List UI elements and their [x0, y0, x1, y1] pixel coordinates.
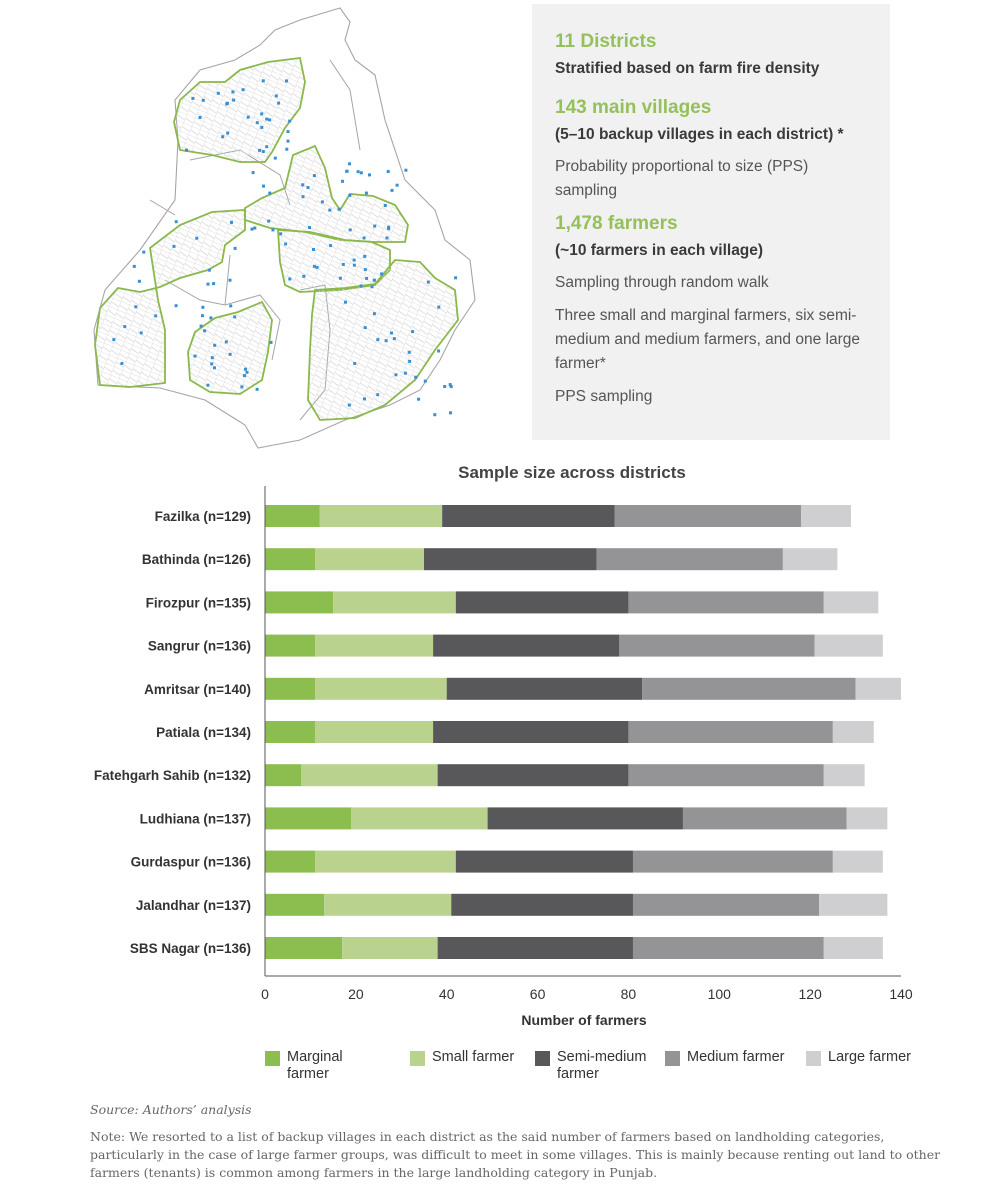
x-tick-label: 40 [438, 986, 455, 1002]
village-dot [213, 366, 216, 369]
village-dot [353, 264, 356, 267]
village-dot [200, 325, 203, 328]
village-dot [201, 314, 204, 317]
bar-segment [633, 937, 824, 959]
chart-title: Sample size across districts [458, 463, 686, 482]
village-dot [360, 171, 363, 174]
village-dot [364, 268, 367, 271]
bar-segment [315, 678, 447, 700]
legend-item [410, 1049, 514, 1066]
legend-swatch [665, 1051, 680, 1066]
village-dot [123, 325, 126, 328]
village-dot [449, 411, 452, 414]
village-dot [258, 149, 261, 152]
village-dot [386, 236, 389, 239]
farmers-text-1: Sampling through random walk [555, 274, 769, 291]
bar-segment [833, 721, 874, 743]
bar-segment [438, 764, 629, 786]
village-dot [242, 88, 245, 91]
category-label: Ludhiana (n=137) [139, 811, 251, 827]
villages-text: Probability proportional to size (PPS) sampling [555, 158, 809, 199]
bar-segment [324, 894, 451, 916]
village-dot [221, 135, 224, 138]
village-dot [274, 157, 277, 160]
village-dot [393, 337, 396, 340]
village-dot [265, 118, 268, 121]
village-dot [363, 236, 366, 239]
village-dot [414, 376, 417, 379]
legend-label: Marginal farmer [287, 1049, 343, 1082]
villages-subtext: (5–10 backup villages in each district) * [555, 126, 844, 143]
bar-segment [333, 591, 456, 613]
category-label: Patiala (n=134) [156, 725, 251, 740]
village-dot [277, 102, 280, 105]
village-dot [348, 194, 351, 197]
village-dot [427, 281, 430, 284]
legend-swatch [535, 1051, 550, 1066]
village-dot [256, 388, 259, 391]
bar-segment [315, 635, 433, 657]
source-text: Source: Authors’ analysis [90, 1102, 252, 1117]
bar-segment [597, 548, 783, 570]
bar-segment [824, 591, 879, 613]
village-dot [308, 226, 311, 229]
village-dot [376, 393, 379, 396]
bar-segment [433, 721, 628, 743]
village-dot [404, 169, 407, 172]
village-dot [267, 220, 270, 223]
village-dot [384, 204, 387, 207]
bar-segment [633, 851, 833, 873]
bar-segment [265, 894, 324, 916]
village-dot [316, 266, 319, 269]
bar-segment [424, 548, 597, 570]
bar-segment [824, 764, 865, 786]
village-dot [154, 314, 157, 317]
village-dot [380, 272, 383, 275]
village-dot [203, 329, 206, 332]
village-dot [348, 162, 351, 165]
bar-segment [633, 894, 819, 916]
village-dot [288, 120, 291, 123]
bar-segment [846, 807, 887, 829]
legend-swatch [806, 1051, 821, 1066]
village-dot [217, 92, 220, 95]
village-dot [433, 413, 436, 416]
village-dot [387, 170, 390, 173]
village-dot [373, 225, 376, 228]
village-dot [195, 237, 198, 240]
category-label: Fazilka (n=129) [154, 509, 251, 524]
bar-segment [456, 591, 629, 613]
bar-segment [315, 721, 433, 743]
village-dot [417, 398, 420, 401]
village-dot [275, 94, 278, 97]
village-dot [229, 279, 232, 282]
village-dot [312, 248, 315, 251]
village-dot [346, 170, 349, 173]
village-dot [313, 174, 316, 177]
bar-segment [783, 548, 838, 570]
village-dot [363, 397, 366, 400]
village-dot [339, 277, 342, 280]
category-label: SBS Nagar (n=136) [129, 941, 251, 956]
village-dot [368, 173, 371, 176]
village-dot [138, 280, 141, 283]
village-dot [307, 186, 310, 189]
village-dot [213, 344, 216, 347]
bar-segment [265, 678, 315, 700]
village-dot [212, 282, 215, 285]
villages-headline: 143 main villages [555, 97, 712, 118]
village-dot [396, 184, 399, 187]
village-dot [246, 371, 249, 374]
village-dot [279, 232, 282, 235]
village-dot [373, 279, 376, 282]
bar-segment [801, 505, 851, 527]
village-dot [225, 340, 228, 343]
village-dot [140, 331, 143, 334]
legend-item [665, 1049, 785, 1066]
legend-item [535, 1049, 653, 1083]
village-dot [349, 228, 352, 231]
bar-segment [265, 548, 315, 570]
village-dot [270, 341, 273, 344]
village-dot [232, 99, 235, 102]
village-dot [391, 189, 394, 192]
farmers-headline: 1,478 farmers [555, 213, 678, 234]
bar-segment [628, 764, 823, 786]
village-dot [260, 112, 263, 115]
x-tick-label: 20 [348, 986, 364, 1002]
village-dot [262, 79, 265, 82]
village-dot [364, 326, 367, 329]
village-dot [199, 116, 202, 119]
bar-segment [265, 591, 333, 613]
category-label: Firozpur (n=135) [145, 595, 251, 611]
bar-segment [856, 678, 901, 700]
village-dot [243, 374, 246, 377]
bar-segment [488, 807, 683, 829]
bar-segment [265, 721, 315, 743]
village-dot [133, 265, 136, 268]
village-dot [112, 338, 115, 341]
village-dot [449, 383, 452, 386]
districts-headline: 11 Districts [555, 31, 657, 52]
village-dot [210, 362, 213, 365]
bar-segment [265, 937, 342, 959]
village-dot [268, 192, 271, 195]
village-dot [142, 251, 145, 254]
bar-segment [683, 807, 847, 829]
village-dot [363, 255, 366, 258]
village-dot [385, 339, 388, 342]
village-dot [240, 385, 243, 388]
village-dot [120, 362, 123, 365]
village-dot [262, 150, 265, 153]
village-dot [201, 306, 204, 309]
village-dot [271, 228, 274, 231]
bar-segment [456, 851, 633, 873]
village-dot [348, 404, 351, 407]
village-dot [233, 315, 236, 318]
x-tick-label: 80 [620, 986, 637, 1002]
village-dot [321, 200, 324, 203]
category-label: Jalandhar (n=137) [135, 897, 251, 913]
village-dot [357, 170, 360, 173]
legend-item [806, 1049, 911, 1066]
x-tick-label: 140 [889, 986, 913, 1002]
legend-label: Small farmer [432, 1049, 515, 1065]
village-dot [376, 338, 379, 341]
village-dot [329, 244, 332, 247]
category-label: Gurdaspur (n=136) [130, 854, 251, 870]
note-text: Note: We resorted to a list of backup villages in each district as the said number of farmers based on landholding categories, particularly in the case of large farmer groups, was difficult to meet in some villages. This is mainly because renting out land to other farmers (tenants) is common among farmers in the large landholding category in Punjab. [90, 1129, 941, 1180]
village-dot [268, 118, 271, 121]
village-dot [437, 350, 440, 353]
village-dot [185, 149, 188, 152]
village-dot [234, 247, 237, 250]
x-tick-label: 60 [529, 986, 546, 1002]
village-dot [365, 277, 368, 280]
village-dot [371, 285, 374, 288]
village-dot [342, 263, 345, 266]
category-label: Bathinda (n=126) [141, 552, 251, 568]
legend-label: Medium farmer [687, 1049, 785, 1065]
village-dot [226, 132, 229, 135]
village-dot [404, 372, 407, 375]
category-label: Sangrur (n=136) [147, 638, 251, 654]
village-dot [207, 283, 210, 286]
legend-label: Semi-medium farmer [557, 1049, 647, 1082]
village-dot [284, 243, 287, 246]
bar-segment [833, 851, 883, 873]
village-dot [262, 185, 265, 188]
village-dot [251, 228, 254, 231]
village-dot [454, 276, 457, 279]
bar-segment [824, 937, 883, 959]
farmers-text-3: PPS sampling [555, 388, 653, 405]
village-dot [408, 360, 411, 363]
x-axis-label: Number of farmers [521, 1012, 647, 1028]
village-dot [244, 368, 247, 371]
village-dot [411, 330, 414, 333]
chart-legend [0, 1049, 983, 1089]
farmers-subtext: (~10 farmers in each village) [555, 242, 764, 259]
village-dot [287, 130, 290, 133]
districts-text: Stratified based on farm fire density [555, 60, 820, 77]
village-dot [328, 209, 331, 212]
legend-swatch [410, 1051, 425, 1066]
village-dot [173, 245, 176, 248]
stacked-bar-chart [0, 480, 983, 1040]
bar-segment [619, 635, 814, 657]
village-dot [353, 259, 356, 262]
bar-segment [351, 807, 487, 829]
sampling-info-panel [532, 4, 890, 440]
legend-item [265, 1049, 387, 1083]
x-tick-label: 120 [798, 986, 822, 1002]
village-dot [230, 221, 233, 224]
punjab-district-map [88, 4, 480, 450]
village-dot [344, 301, 347, 304]
bar-segment [320, 505, 443, 527]
bar-segment [301, 764, 437, 786]
village-dot [302, 195, 305, 198]
village-dot [301, 183, 304, 186]
bar-segment [628, 591, 823, 613]
village-dot [353, 362, 356, 365]
bar-segment [315, 851, 456, 873]
village-dot [191, 97, 194, 100]
bar-segment [265, 505, 320, 527]
bar-segment [615, 505, 801, 527]
bar-segment [642, 678, 856, 700]
bar-segment [315, 548, 424, 570]
x-tick-label: 0 [261, 986, 269, 1002]
bar-segment [265, 807, 351, 829]
village-dot [285, 148, 288, 151]
village-dot [437, 306, 440, 309]
bar-segment [815, 635, 883, 657]
legend-label: Large farmer [828, 1049, 912, 1065]
bar-segment [438, 937, 633, 959]
bar-segment [265, 764, 301, 786]
village-dot [302, 275, 305, 278]
village-dot [229, 304, 232, 307]
village-dot [288, 278, 291, 281]
village-dot [265, 145, 268, 148]
village-dot [387, 227, 390, 230]
village-dot [211, 356, 214, 359]
legend-swatch [265, 1051, 280, 1066]
village-dot [175, 220, 178, 223]
village-dot [365, 192, 368, 195]
village-dot [256, 121, 259, 124]
bar-segment [265, 851, 315, 873]
village-dot [338, 208, 341, 211]
village-dot [194, 355, 197, 358]
bar-segment [447, 678, 642, 700]
village-dot [394, 373, 397, 376]
village-dot [360, 284, 363, 287]
village-dot [229, 353, 232, 356]
village-dot [287, 140, 290, 143]
village-dot [208, 269, 211, 272]
village-dot [424, 380, 427, 383]
village-dot [341, 180, 344, 183]
village-dot [390, 332, 393, 335]
village-dot [202, 99, 205, 102]
village-dot [209, 316, 212, 319]
bar-segment [342, 937, 437, 959]
village-dot [206, 384, 209, 387]
village-dot [225, 103, 228, 106]
bar-segment [819, 894, 887, 916]
village-dot [253, 227, 256, 230]
bar-segment [628, 721, 832, 743]
village-dot [443, 385, 446, 388]
village-dot [373, 312, 376, 315]
bar-segment [451, 894, 633, 916]
village-dot [134, 305, 137, 308]
village-dot [313, 265, 316, 268]
bar-segment [442, 505, 615, 527]
village-dot [408, 351, 411, 354]
village-dot [260, 126, 263, 129]
bar-segment [433, 635, 619, 657]
village-dot [175, 304, 178, 307]
bar-segment [265, 635, 315, 657]
village-dot [252, 171, 255, 174]
x-tick-label: 100 [707, 986, 731, 1002]
village-dot [231, 90, 234, 93]
category-label: Fatehgarh Sahib (n=132) [93, 768, 251, 784]
farmers-text-2: Three small and marginal farmers, six semi-medium and medium farmers, and one large farmer* [555, 307, 860, 372]
category-label: Amritsar (n=140) [144, 681, 251, 697]
village-dot [285, 79, 288, 82]
village-dot [247, 116, 250, 119]
